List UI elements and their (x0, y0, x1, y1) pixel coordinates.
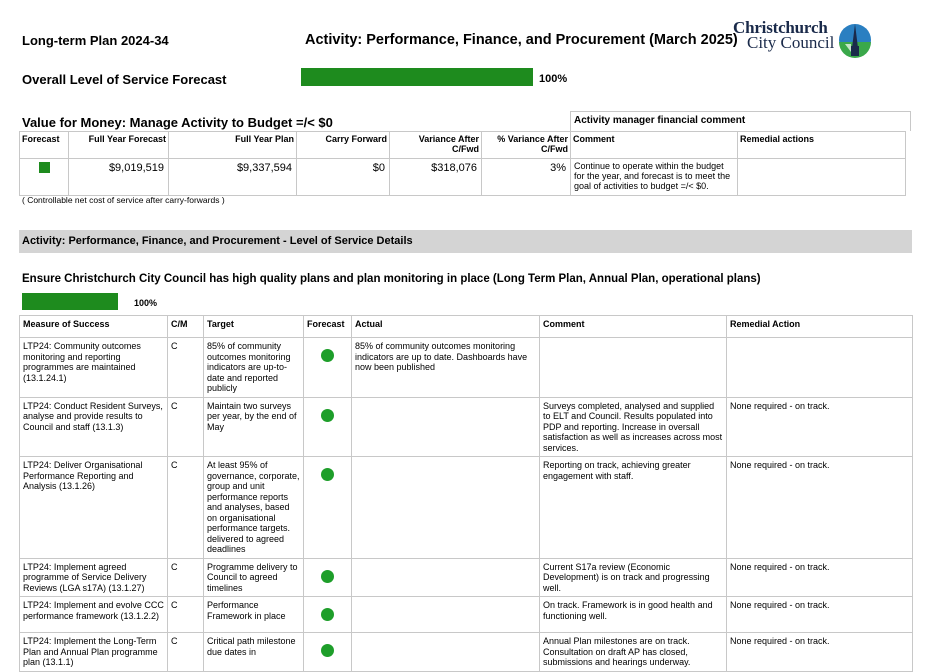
finance-table (19, 131, 906, 196)
forecast-cell (304, 338, 352, 398)
target-cell: Programme delivery to Council to agreed timelines (204, 558, 304, 597)
col-carry-forward: Carry Forward (297, 132, 390, 159)
col-actual: Actual (352, 316, 540, 338)
table-row (20, 338, 913, 398)
remedial-cell: None required - on track. (727, 597, 913, 633)
remedial-cell: None required - on track. (727, 633, 913, 672)
target-cell: At least 95% of governance, corporate, group and unit performance reports and analyses, based on organisational performance targets. delivered to agreed deadlines (204, 457, 304, 559)
comment-cell: Reporting on track, achieving greater engagement with staff. (540, 457, 727, 559)
full-year-plan-value: $9,337,594 (169, 159, 297, 196)
on-track-status-icon (321, 468, 334, 481)
col-detail-forecast: Forecast (304, 316, 352, 338)
manager-comment-header: Activity manager financial comment (570, 111, 911, 131)
measure-cell: LTP24: Community outcomes monitoring and reporting programmes are maintained (13.1.24.1) (20, 338, 168, 398)
finance-footnote: ( Controllable net cost of service after carry-forwards ) (22, 195, 225, 205)
on-track-status-icon (321, 644, 334, 657)
full-year-forecast-value: $9,019,519 (69, 159, 169, 196)
actual-cell (352, 558, 540, 597)
target-cell: Performance Framework in place (204, 597, 304, 633)
goal-title: Ensure Christchurch City Council has high quality plans and plan monitoring in place (Long Term Plan, Annual Plan, operational plans) (22, 273, 761, 285)
on-track-status-icon (321, 608, 334, 621)
overall-progress-bar (301, 68, 533, 86)
table-row (20, 633, 913, 672)
col-variance-after: Variance After C/Fwd (390, 132, 482, 159)
finance-header-row (20, 132, 906, 159)
finance-comment: Continue to operate within the budget for the year, and forecast is to meet the goal of activities to budget =/< $0. (571, 159, 738, 196)
goal-percent: 100% (134, 298, 158, 308)
pct-variance-after-value: 3% (482, 159, 571, 196)
section-title: Activity: Performance, Finance, and Procurement - Level of Service Details (22, 235, 413, 247)
goal-progress-bar (22, 293, 118, 310)
table-row (20, 397, 913, 457)
forecast-cell (304, 633, 352, 672)
col-measure: Measure of Success (20, 316, 168, 338)
forecast-cell (304, 457, 352, 559)
remedial-cell: None required - on track. (727, 558, 913, 597)
cm-cell: C (168, 457, 204, 559)
table-row (20, 597, 913, 633)
comment-cell (540, 338, 727, 398)
measure-cell: LTP24: Implement and evolve CCC performance framework (13.1.2.2) (20, 597, 168, 633)
col-cm: C/M (168, 316, 204, 338)
logo-line2: City Council (747, 33, 835, 52)
comment-cell: Annual Plan milestones are on track. Consultation on draft AP has closed, submissions and hearings underway. (540, 633, 727, 672)
remedial-cell: None required - on track. (727, 397, 913, 457)
col-detail-comment: Comment (540, 316, 727, 338)
col-comment: Comment (571, 132, 738, 159)
cm-cell: C (168, 397, 204, 457)
on-track-status-icon (321, 570, 334, 583)
actual-cell (352, 457, 540, 559)
overall-progress-fill (301, 68, 533, 86)
col-full-year-forecast: Full Year Forecast (69, 132, 169, 159)
goal-progress-fill (22, 293, 118, 310)
table-row (20, 558, 913, 597)
actual-cell (352, 397, 540, 457)
overall-percent: 100% (539, 73, 568, 85)
actual-cell: 85% of community outcomes monitoring indicators are up to date. Dashboards have now been published (352, 338, 540, 398)
actual-cell (352, 597, 540, 633)
cm-cell: C (168, 338, 204, 398)
overall-forecast-label: Overall Level of Service Forecast (22, 72, 227, 87)
col-pct-variance-after: % Variance After C/Fwd (482, 132, 571, 159)
comment-cell: On track. Framework is in good health and functioning well. (540, 597, 727, 633)
table-row (20, 457, 913, 559)
target-cell: Maintain two surveys per year, by the end of May (204, 397, 304, 457)
cm-cell: C (168, 597, 204, 633)
cathedral-icon (837, 22, 873, 58)
finance-remedial (738, 159, 906, 196)
comment-cell: Surveys completed, analysed and supplied to ELT and Council. Results populated into PDP and reporting. Increase in oversall satisfaction as well as increases across most services. (540, 397, 727, 457)
carry-forward-value: $0 (297, 159, 390, 196)
col-target: Target (204, 316, 304, 338)
remedial-cell (727, 338, 913, 398)
value-for-money-title: Value for Money: Manage Activity to Budget =/< $0 (22, 115, 333, 130)
col-remedial-action: Remedial Action (727, 316, 913, 338)
measure-cell: LTP24: Implement agreed programme of Service Delivery Reviews (LGA s17A) (13.1.27) (20, 558, 168, 597)
finance-row (20, 159, 906, 196)
actual-cell (352, 633, 540, 672)
council-logo (733, 20, 873, 58)
forecast-status-square (39, 162, 50, 173)
logo-line1: Christchurch (733, 18, 828, 37)
cm-cell: C (168, 558, 204, 597)
col-remedial-actions: Remedial actions (738, 132, 906, 159)
comment-cell: Current S17a review (Economic Development) is on track and progressing well. (540, 558, 727, 597)
cm-cell: C (168, 633, 204, 672)
target-cell: 85% of community outcomes monitoring indicators are up-to-date and reported publicly (204, 338, 304, 398)
details-header-row (20, 316, 913, 338)
measure-cell: LTP24: Implement the Long-Term Plan and Annual Plan programme plan (13.1.1) (20, 633, 168, 672)
forecast-cell (304, 597, 352, 633)
forecast-cell (304, 558, 352, 597)
forecast-cell (304, 397, 352, 457)
remedial-cell: None required - on track. (727, 457, 913, 559)
col-forecast: Forecast (20, 132, 69, 159)
measure-cell: LTP24: Deliver Organisational Performance Reporting and Analysis (13.1.26) (20, 457, 168, 559)
activity-title: Activity: Performance, Finance, and Procurement (March 2025) (305, 32, 738, 48)
forecast-indicator (20, 159, 69, 196)
measure-cell: LTP24: Conduct Resident Surveys, analyse and provide results to Council and staff (13.1.3) (20, 397, 168, 457)
variance-after-value: $318,076 (390, 159, 482, 196)
col-full-year-plan: Full Year Plan (169, 132, 297, 159)
plan-title: Long-term Plan 2024-34 (22, 33, 169, 48)
on-track-status-icon (321, 349, 334, 362)
section-header (19, 230, 912, 253)
details-table (19, 315, 913, 672)
target-cell: Critical path milestone due dates in (204, 633, 304, 672)
on-track-status-icon (321, 409, 334, 422)
